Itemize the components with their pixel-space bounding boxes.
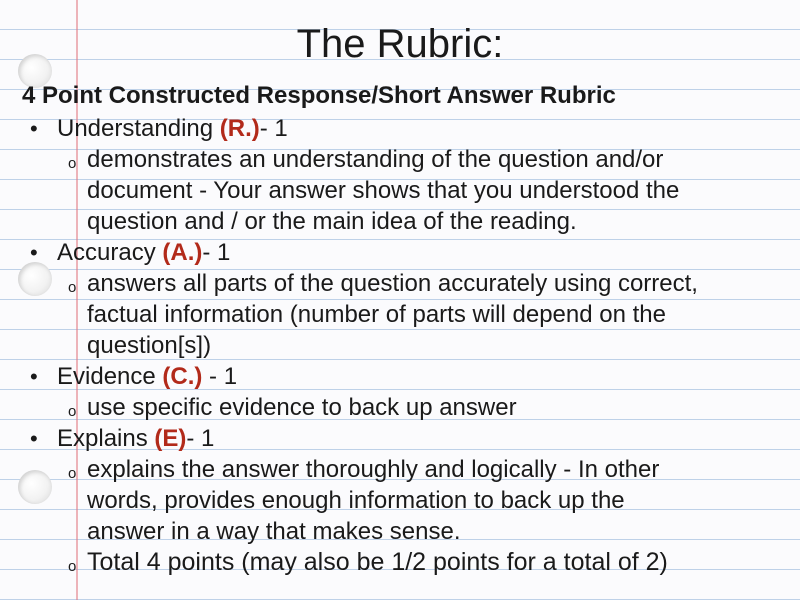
criterion-points: - 1 <box>259 115 288 142</box>
sub-bullet-icon: o <box>68 403 77 420</box>
criterion-accuracy <box>30 237 790 268</box>
criterion-description <box>30 144 790 237</box>
criterion-label: Explains <box>57 425 155 452</box>
description-line: use specific evidence to back up answer <box>87 394 517 421</box>
total-text: Total 4 points (may also be 1/2 points for a total of 2) <box>87 548 668 576</box>
sub-bullet-icon: o <box>68 558 77 575</box>
criterion-code: (E) <box>154 425 187 452</box>
criterion-evidence <box>30 361 790 392</box>
criterion-label: Evidence <box>57 363 163 390</box>
sub-bullet-icon: o <box>68 279 77 296</box>
criterion-code: (C.) <box>162 363 203 390</box>
description-line: factual information (number of parts will depend on the <box>87 301 666 328</box>
criterion-code: (R.) <box>219 115 260 142</box>
criterion-points: - 1 <box>202 363 238 390</box>
criterion-description <box>30 392 790 423</box>
criterion-label: Understanding <box>57 115 220 142</box>
criterion-code: (A.) <box>162 239 203 266</box>
sub-bullet-icon: o <box>68 155 77 172</box>
description-line: question[s]) <box>87 332 212 359</box>
bullet-icon: • <box>30 240 38 265</box>
bullet-icon: • <box>30 364 38 389</box>
description-line: explains the answer thoroughly and logically - In other <box>87 456 660 483</box>
criterion-explains <box>30 423 790 454</box>
description-line: demonstrates an understanding of the question and/or <box>87 146 664 173</box>
sub-bullet-icon: o <box>68 465 77 482</box>
rubric-total <box>30 547 790 578</box>
criterion-points: - 1 <box>186 425 215 452</box>
description-line: document - Your answer shows that you understood the <box>87 177 680 204</box>
rubric-list <box>30 113 790 578</box>
description-line: answer in a way that makes sense. <box>87 518 461 545</box>
description-line: question and / or the main idea of the reading. <box>87 208 577 235</box>
description-line: words, provides enough information to back up the <box>87 487 625 514</box>
description-line: answers all parts of the question accurately using correct, <box>87 270 698 297</box>
criterion-understanding <box>30 113 790 144</box>
criterion-description <box>30 454 790 547</box>
criterion-description <box>30 268 790 361</box>
bullet-icon: • <box>30 426 38 451</box>
rubric-heading: 4 Point Constructed Response/Short Answer Rubric <box>22 82 616 109</box>
slide-title: The Rubric: <box>296 22 504 66</box>
criterion-points: - 1 <box>202 239 231 266</box>
criterion-label: Accuracy <box>57 239 163 266</box>
bullet-icon: • <box>30 116 38 141</box>
